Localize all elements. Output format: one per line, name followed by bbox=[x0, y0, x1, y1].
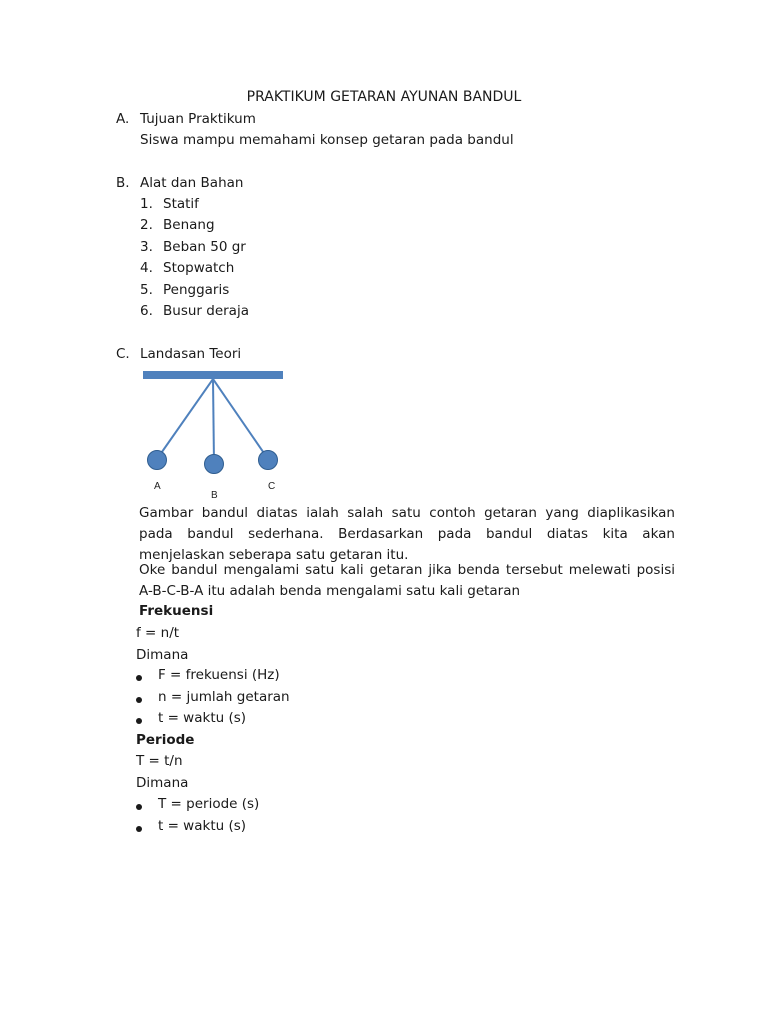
list-item-label: Benang bbox=[163, 217, 215, 233]
theory-paragraph-2: Oke bandul mengalami satu kali getaran jika benda tersebut melewati posisi A-B-C-B-A itu adalah benda mengalami satu kali getaran bbox=[139, 562, 675, 599]
pendulum-bob-c bbox=[259, 451, 278, 470]
list-item-label: Stopwatch bbox=[163, 260, 235, 276]
list-item-label: Beban 50 gr bbox=[163, 239, 246, 255]
section-b-letter: B. bbox=[116, 175, 130, 191]
periode-formula: T = t/n bbox=[136, 753, 183, 769]
section-c-letter: C. bbox=[116, 346, 130, 362]
list-item: n = jumlah getaran bbox=[158, 689, 290, 705]
pendulum-support-bar bbox=[143, 371, 283, 379]
list-item-label: Penggaris bbox=[163, 282, 230, 298]
pendulum-bob-a bbox=[148, 451, 167, 470]
list-item-number: 6. bbox=[140, 303, 153, 319]
label-c: C bbox=[268, 481, 276, 492]
pendulum-string-a bbox=[157, 379, 213, 459]
pendulum-bob-b bbox=[205, 455, 224, 474]
section-c-heading: Landasan Teori bbox=[140, 346, 242, 362]
label-a: A bbox=[154, 481, 161, 492]
bullet-icon bbox=[136, 718, 142, 724]
bullet-icon bbox=[136, 675, 142, 681]
page-title: PRAKTIKUM GETARAN AYUNAN BANDUL bbox=[246, 89, 522, 105]
list-item: T = periode (s) bbox=[158, 796, 260, 812]
periode-dimana: Dimana bbox=[136, 775, 189, 791]
list-item-number: 5. bbox=[140, 282, 153, 298]
list-item-number: 3. bbox=[140, 239, 153, 255]
list-item-number: 2. bbox=[140, 217, 153, 233]
frekuensi-dimana: Dimana bbox=[136, 647, 189, 663]
section-a-text: Siswa mampu memahami konsep getaran pada bandul bbox=[140, 132, 514, 148]
label-b: B bbox=[211, 490, 218, 501]
list-item: t = waktu (s) bbox=[158, 818, 247, 834]
list-item-number: 1. bbox=[140, 196, 153, 212]
pendulum-string-b bbox=[213, 379, 214, 464]
list-item: t = waktu (s) bbox=[158, 710, 247, 726]
bullet-icon bbox=[136, 804, 142, 810]
bullet-icon bbox=[136, 826, 142, 832]
bullet-icon bbox=[136, 697, 142, 703]
list-item-label: Statif bbox=[163, 196, 199, 212]
list-item: F = frekuensi (Hz) bbox=[158, 667, 280, 683]
section-a-letter: A. bbox=[116, 111, 130, 127]
list-item-number: 4. bbox=[140, 260, 153, 276]
section-a-heading: Tujuan Praktikum bbox=[140, 111, 256, 127]
pendulum-string-c bbox=[213, 379, 268, 459]
pendulum-diagram bbox=[135, 365, 295, 505]
theory-paragraph-1: Gambar bandul diatas ialah salah satu contoh getaran yang diaplikasikan pada bandul sederhana. Berdasarkan pada bandul diatas kita akan menjelaskan seberapa satu getaran itu. bbox=[139, 505, 675, 563]
section-b-heading: Alat dan Bahan bbox=[140, 175, 244, 191]
frekuensi-formula: f = n/t bbox=[136, 625, 180, 641]
list-item-label: Busur deraja bbox=[163, 303, 249, 319]
frekuensi-heading: Frekuensi bbox=[139, 603, 214, 619]
periode-heading: Periode bbox=[136, 732, 195, 748]
